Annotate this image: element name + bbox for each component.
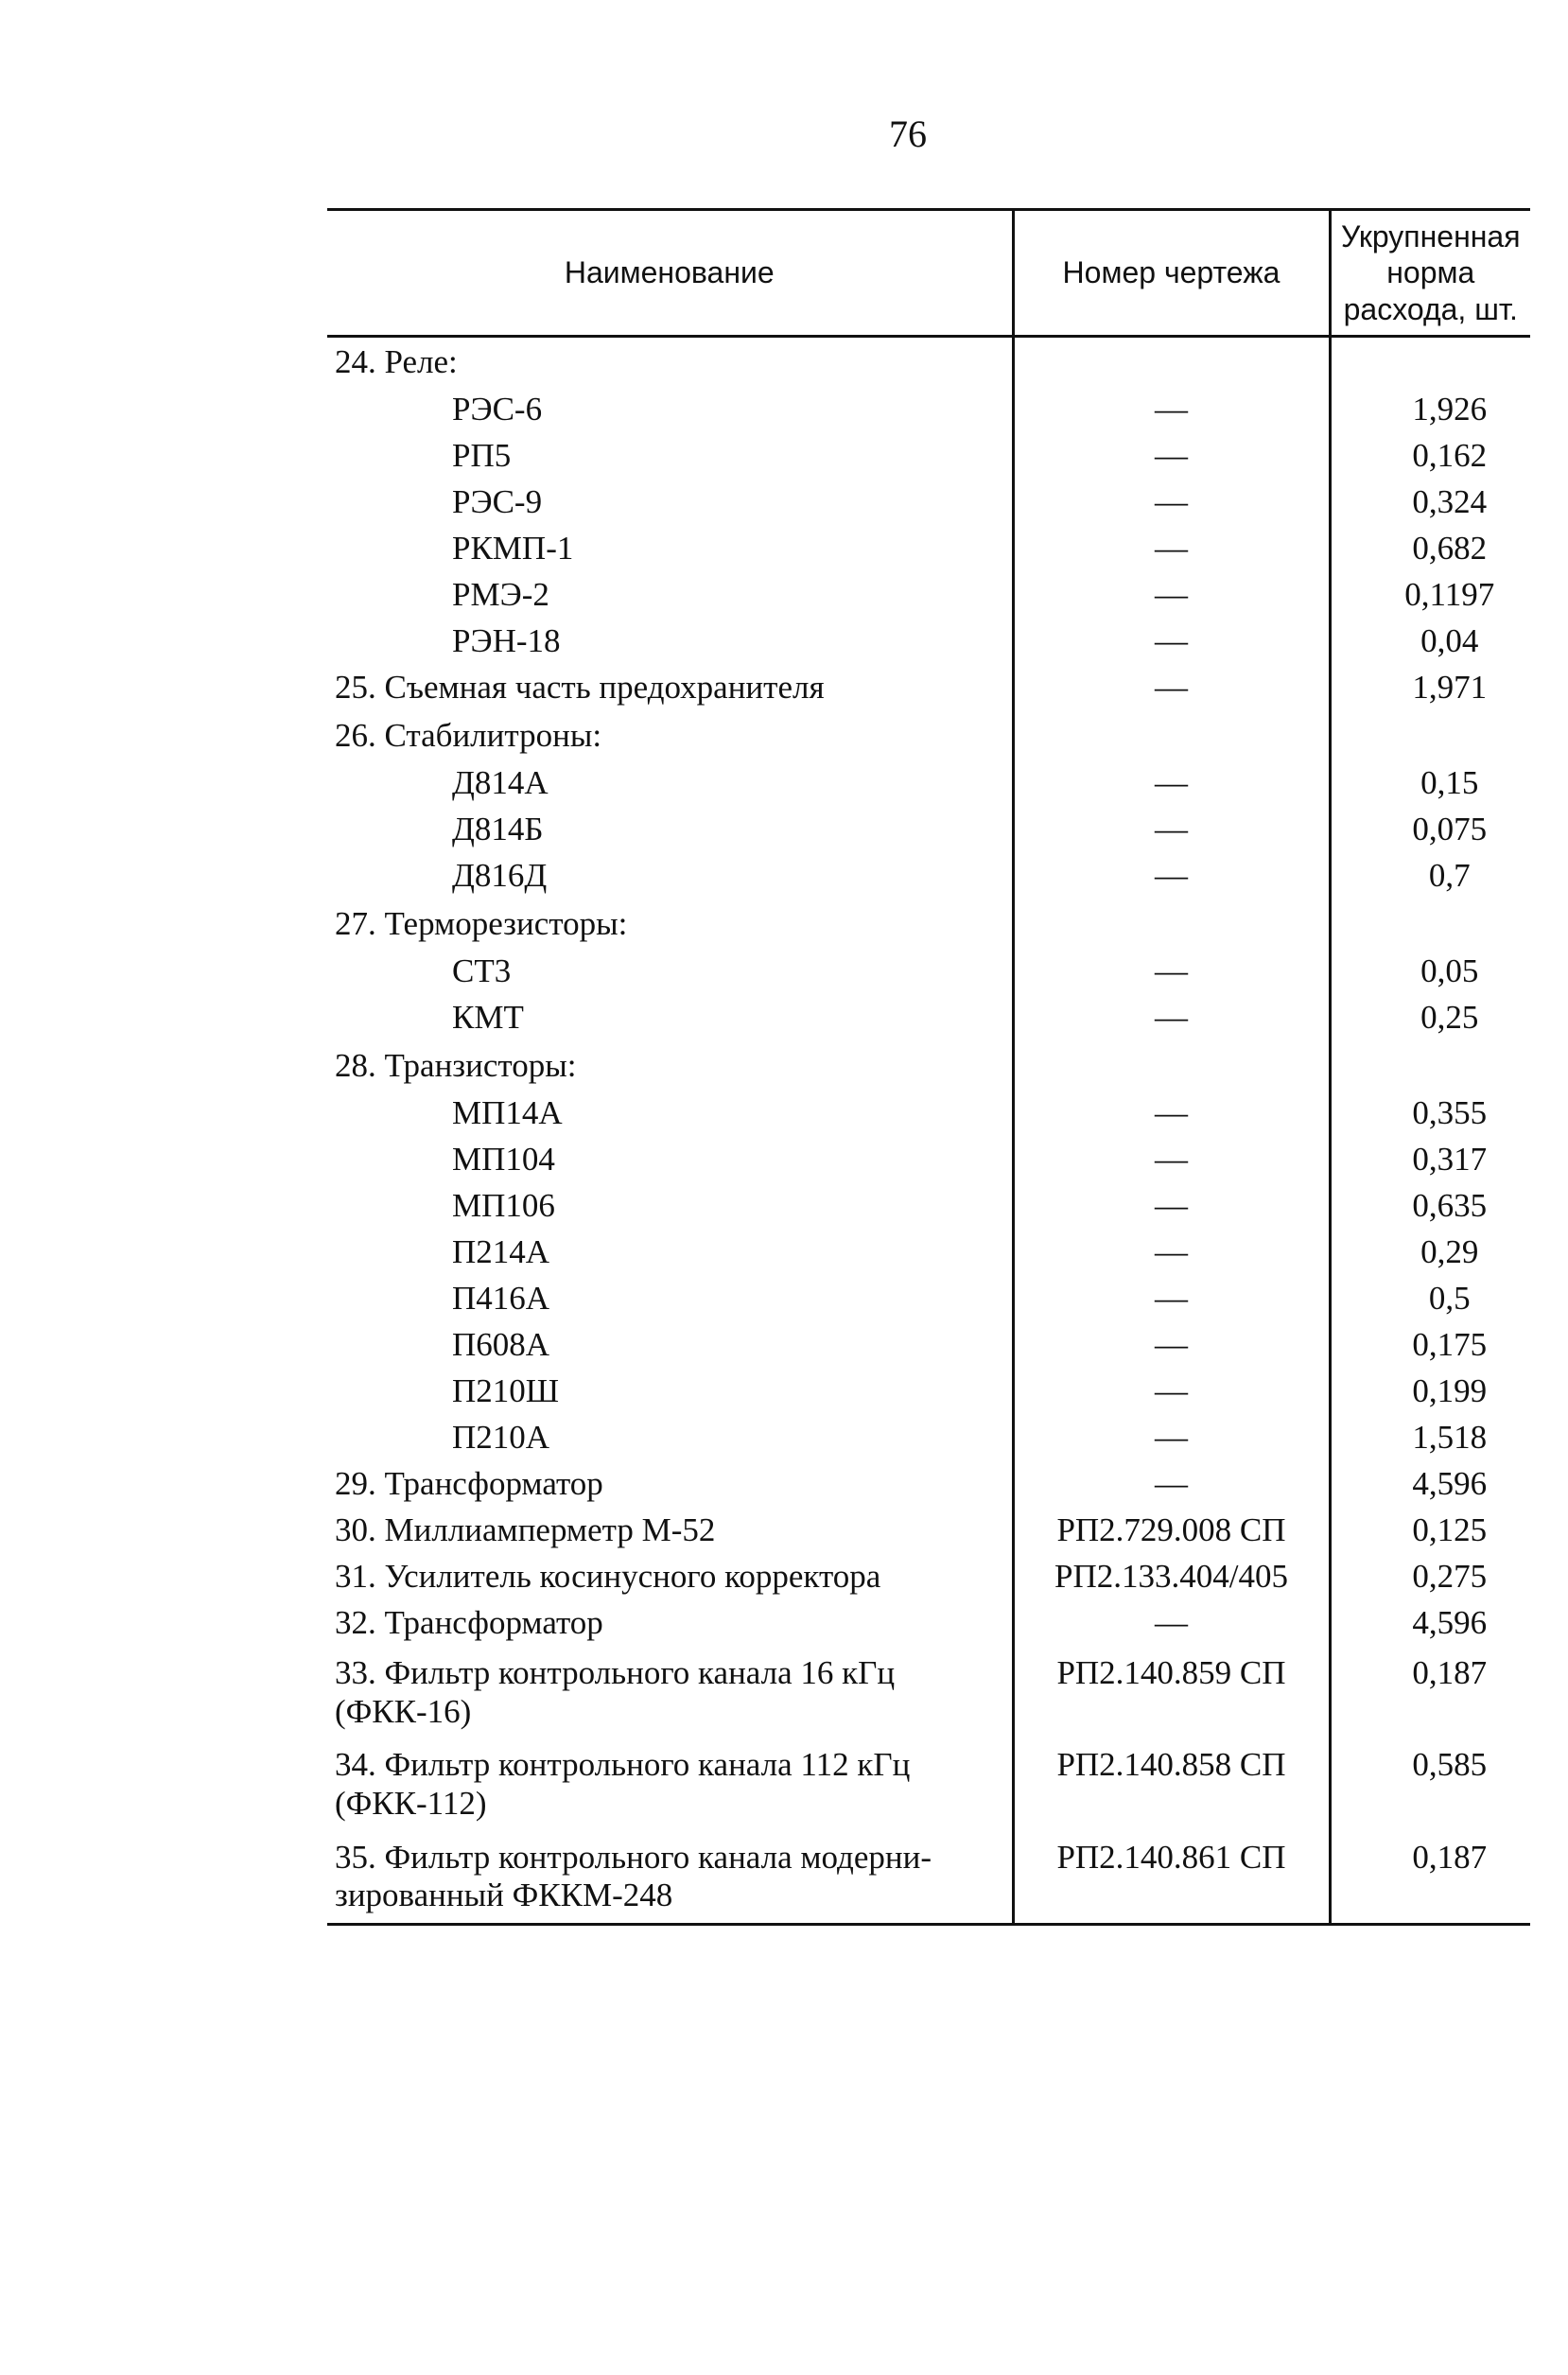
cell-consumption-norm: 0,1197 — [1330, 572, 1530, 619]
cell-consumption-norm: 0,317 — [1330, 1137, 1530, 1183]
cell-name — [327, 480, 1013, 526]
cell-drawing-number: — — [1013, 1322, 1330, 1369]
table-row — [327, 853, 1530, 899]
cell-name — [327, 760, 1013, 807]
cell-drawing-number: — — [1013, 480, 1330, 526]
cell-name — [327, 1415, 1013, 1461]
cell-name — [327, 807, 1013, 853]
cell-consumption-norm: 0,7 — [1330, 853, 1530, 899]
cell-drawing-number: — — [1013, 1461, 1330, 1508]
cell-consumption-norm: 0,05 — [1330, 949, 1530, 995]
table-row — [327, 949, 1530, 995]
header-row — [327, 210, 1530, 337]
cell-name — [327, 1554, 1013, 1600]
cell-consumption-norm: 4,596 — [1330, 1600, 1530, 1647]
header-drawing-number: Номер чертежа — [1013, 210, 1330, 337]
cell-consumption-norm: 0,125 — [1330, 1508, 1530, 1554]
cell-name — [327, 1091, 1013, 1137]
item-name: 24. Реле: — [335, 342, 458, 380]
cell-name — [327, 1508, 1013, 1554]
cell-name — [327, 1738, 1013, 1830]
table-row — [327, 1647, 1530, 1738]
table-row — [327, 995, 1530, 1041]
cell-consumption-norm: 0,04 — [1330, 619, 1530, 665]
cell-drawing-number — [1013, 1041, 1330, 1091]
item-name: РМЭ-2 — [452, 576, 549, 614]
cell-consumption-norm: 0,25 — [1330, 995, 1530, 1041]
table-row — [327, 1738, 1530, 1830]
cell-drawing-number: — — [1013, 1137, 1330, 1183]
cell-drawing-number: — — [1013, 1230, 1330, 1276]
table-row — [327, 480, 1530, 526]
cell-consumption-norm: 0,682 — [1330, 526, 1530, 572]
cell-drawing-number — [1013, 711, 1330, 760]
table-row — [327, 807, 1530, 853]
cell-consumption-norm: 0,355 — [1330, 1091, 1530, 1137]
cell-name — [327, 1600, 1013, 1647]
item-name: Д814Б — [452, 811, 544, 848]
table-row — [327, 572, 1530, 619]
item-name: П214А — [452, 1233, 550, 1271]
cell-name — [327, 1230, 1013, 1276]
cell-drawing-number: — — [1013, 1369, 1330, 1415]
cell-name — [327, 1461, 1013, 1508]
item-name: 31. Усилитель косинусного корректора — [335, 1558, 881, 1596]
table-row — [327, 899, 1530, 949]
cell-consumption-norm: 0,187 — [1330, 1647, 1530, 1738]
cell-name — [327, 711, 1013, 760]
cell-drawing-number: — — [1013, 619, 1330, 665]
item-name: МП106 — [452, 1187, 555, 1225]
cell-consumption-norm: 1,518 — [1330, 1415, 1530, 1461]
table-row — [327, 760, 1530, 807]
table-row — [327, 711, 1530, 760]
cell-drawing-number: — — [1013, 807, 1330, 853]
cell-consumption-norm: 0,324 — [1330, 480, 1530, 526]
cell-name — [327, 572, 1013, 619]
cell-name — [327, 1137, 1013, 1183]
cell-consumption-norm — [1330, 1041, 1530, 1091]
item-name: КМТ — [452, 999, 524, 1037]
cell-name — [327, 899, 1013, 949]
item-name: 32. Трансформатор — [335, 1604, 603, 1642]
cell-name — [327, 853, 1013, 899]
item-name: 35. Фильтр контрольного канала модерни- зированный ФККМ-248 — [335, 1838, 932, 1914]
table-row — [327, 1831, 1530, 1925]
cell-consumption-norm: 0,635 — [1330, 1183, 1530, 1230]
cell-consumption-norm: 0,199 — [1330, 1369, 1530, 1415]
item-name: РЭС-9 — [452, 483, 543, 521]
table-row — [327, 1041, 1530, 1091]
cell-name — [327, 387, 1013, 433]
item-name: П416А — [452, 1280, 550, 1318]
cell-consumption-norm: 0,15 — [1330, 760, 1530, 807]
cell-drawing-number: РП2.729.008 СП — [1013, 1508, 1330, 1554]
item-name: 29. Трансформатор — [335, 1465, 603, 1503]
cell-name — [327, 1276, 1013, 1322]
consumption-norms-table — [327, 208, 1530, 1926]
table-row — [327, 337, 1530, 388]
cell-consumption-norm: 0,5 — [1330, 1276, 1530, 1322]
cell-name — [327, 619, 1013, 665]
cell-consumption-norm: 4,596 — [1330, 1461, 1530, 1508]
cell-drawing-number: — — [1013, 995, 1330, 1041]
cell-name — [327, 1831, 1013, 1925]
cell-consumption-norm: 1,926 — [1330, 387, 1530, 433]
cell-drawing-number: РП2.140.858 СП — [1013, 1738, 1330, 1830]
cell-consumption-norm — [1330, 337, 1530, 388]
cell-drawing-number: РП2.140.859 СП — [1013, 1647, 1330, 1738]
cell-name — [327, 1041, 1013, 1091]
cell-drawing-number: — — [1013, 1091, 1330, 1137]
cell-name — [327, 526, 1013, 572]
table-header — [327, 210, 1530, 337]
item-name: МП14А — [452, 1094, 563, 1132]
cell-drawing-number: — — [1013, 1415, 1330, 1461]
cell-consumption-norm: 0,187 — [1330, 1831, 1530, 1925]
item-name: РКМП-1 — [452, 530, 574, 568]
cell-drawing-number: — — [1013, 1276, 1330, 1322]
item-name: Д814А — [452, 764, 549, 802]
header-name: Наименование — [327, 210, 1013, 337]
item-name: 25. Съемная часть предохранителя — [335, 669, 825, 707]
item-name: 26. Стабилитроны: — [335, 716, 602, 754]
cell-consumption-norm: 0,275 — [1330, 1554, 1530, 1600]
table-row — [327, 1508, 1530, 1554]
item-name: 28. Транзисторы: — [335, 1046, 577, 1084]
table-row — [327, 1554, 1530, 1600]
cell-drawing-number — [1013, 899, 1330, 949]
cell-name — [327, 1647, 1013, 1738]
table-row — [327, 1230, 1530, 1276]
cell-name — [327, 433, 1013, 480]
cell-drawing-number: — — [1013, 853, 1330, 899]
table-row — [327, 1461, 1530, 1508]
cell-drawing-number: РП2.133.404/405 — [1013, 1554, 1330, 1600]
item-name: 27. Терморезисторы: — [335, 904, 628, 942]
item-name: Д816Д — [452, 857, 548, 895]
item-name: П608А — [452, 1326, 550, 1364]
item-name: 33. Фильтр контрольного канала 16 кГц (ФКК-16) — [335, 1654, 896, 1730]
cell-drawing-number: — — [1013, 665, 1330, 711]
cell-name — [327, 1322, 1013, 1369]
cell-consumption-norm — [1330, 899, 1530, 949]
cell-consumption-norm — [1330, 711, 1530, 760]
table-row — [327, 1091, 1530, 1137]
item-name: П210Ш — [452, 1372, 560, 1410]
page-number: 76 — [889, 113, 927, 155]
table-row — [327, 1369, 1530, 1415]
table-row — [327, 1600, 1530, 1647]
cell-name — [327, 665, 1013, 711]
table-row — [327, 1276, 1530, 1322]
cell-name — [327, 995, 1013, 1041]
table-row — [327, 526, 1530, 572]
cell-name — [327, 1369, 1013, 1415]
cell-drawing-number: — — [1013, 526, 1330, 572]
item-name: РЭС-6 — [452, 391, 543, 428]
item-name: П210А — [452, 1419, 550, 1457]
cell-drawing-number: РП2.140.861 СП — [1013, 1831, 1330, 1925]
cell-consumption-norm: 0,162 — [1330, 433, 1530, 480]
cell-consumption-norm: 0,585 — [1330, 1738, 1530, 1830]
item-name: РП5 — [452, 437, 512, 475]
item-name: РЭН-18 — [452, 622, 561, 660]
item-name: СТ3 — [452, 952, 512, 990]
cell-drawing-number: — — [1013, 387, 1330, 433]
table-row — [327, 1322, 1530, 1369]
table-row — [327, 387, 1530, 433]
cell-name — [327, 1183, 1013, 1230]
table-row — [327, 665, 1530, 711]
cell-name — [327, 949, 1013, 995]
item-name: 34. Фильтр контрольного канала 112 кГц (ФКК-112) — [335, 1746, 911, 1822]
cell-drawing-number: — — [1013, 1600, 1330, 1647]
item-name: 30. Миллиамперметр М-52 — [335, 1511, 716, 1549]
cell-consumption-norm: 0,29 — [1330, 1230, 1530, 1276]
cell-consumption-norm: 1,971 — [1330, 665, 1530, 711]
table-row — [327, 1183, 1530, 1230]
cell-drawing-number: — — [1013, 433, 1330, 480]
cell-consumption-norm: 0,075 — [1330, 807, 1530, 853]
item-name: МП104 — [452, 1141, 555, 1179]
header-consumption-norm: Укрупненная норма расхода, шт. — [1330, 210, 1530, 337]
cell-drawing-number: — — [1013, 572, 1330, 619]
cell-drawing-number: — — [1013, 760, 1330, 807]
cell-drawing-number — [1013, 337, 1330, 388]
table-row — [327, 1137, 1530, 1183]
table-row — [327, 433, 1530, 480]
table-row — [327, 619, 1530, 665]
cell-drawing-number: — — [1013, 1183, 1330, 1230]
table-body — [327, 337, 1530, 1925]
cell-drawing-number: — — [1013, 949, 1330, 995]
table-row — [327, 1415, 1530, 1461]
cell-name — [327, 337, 1013, 388]
cell-consumption-norm: 0,175 — [1330, 1322, 1530, 1369]
